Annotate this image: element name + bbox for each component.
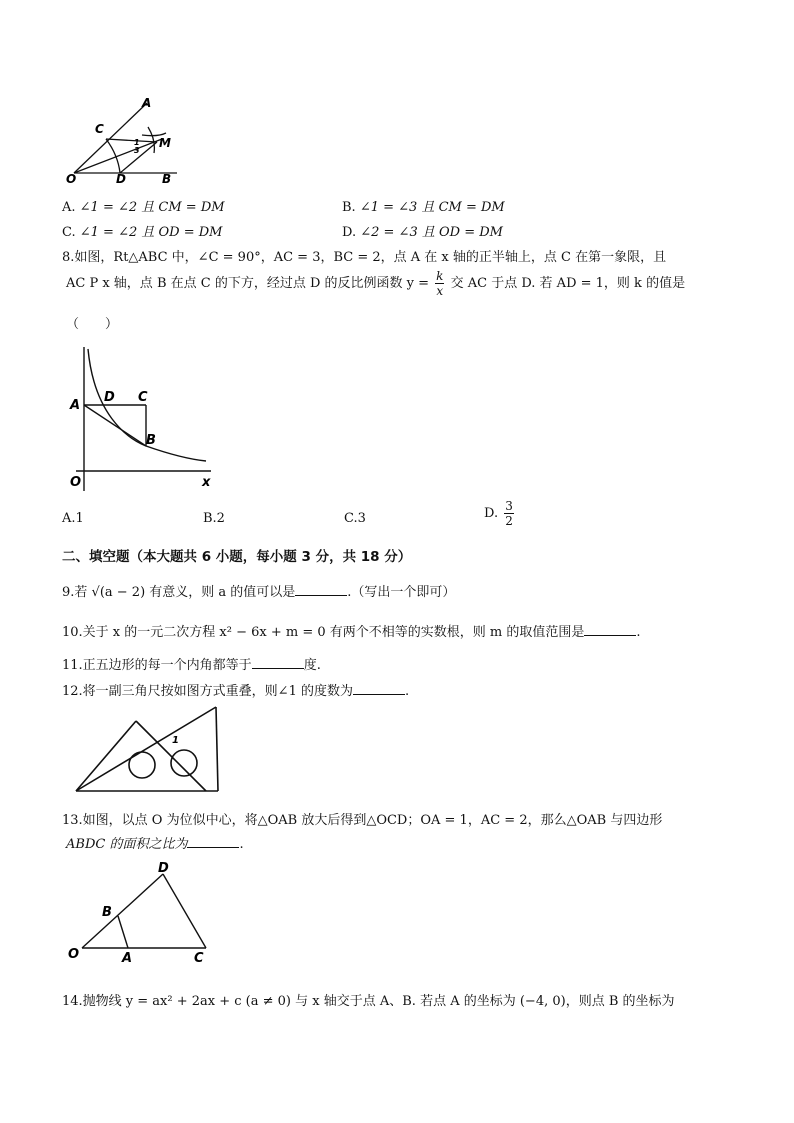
fig13-label-D: D bbox=[158, 861, 169, 876]
fig13-label-C: C bbox=[194, 951, 204, 966]
q7-option-d[interactable]: D. ∠2 = ∠3 且 OD = DM bbox=[342, 225, 503, 240]
q8-option-b[interactable]: B.2 bbox=[203, 511, 225, 526]
fig13-label-A: A bbox=[122, 951, 133, 966]
fig7-label-D: D bbox=[116, 172, 126, 186]
q8-line2-part-a: AC P x 轴，点 B 在点 C 的下方，经过点 D 的反比例函数 y = bbox=[66, 276, 430, 291]
fig7-label-B: B bbox=[162, 172, 172, 186]
q7-option-a[interactable]: A. ∠1 = ∠2 且 CM = DM bbox=[62, 200, 225, 215]
fig8-label-B: B bbox=[146, 433, 156, 448]
fig8-label-x: x bbox=[202, 475, 211, 490]
q9-answer-blank[interactable] bbox=[295, 584, 347, 596]
q14-text: 14.抛物线 y = ax² + 2ax + c (a ≠ 0) 与 x 轴交于点 A、B. 若点 A 的坐标为 (−4, 0)，则点 B 的坐标为 bbox=[62, 994, 675, 1009]
q8-option-d[interactable]: D. $\frac{3}{2}$ bbox=[484, 499, 513, 528]
q13-text-line2: ABDC 的面积之比为 . bbox=[66, 837, 244, 852]
q8-option-c[interactable]: C.3 bbox=[344, 511, 366, 526]
q12-answer-blank[interactable] bbox=[353, 683, 405, 695]
q7-option-c[interactable]: C. ∠1 = ∠2 且 OD = DM bbox=[62, 225, 223, 240]
fig7-label-M: M bbox=[159, 136, 171, 150]
q8-text-line2 bbox=[66, 270, 685, 297]
figure-q13-similar-triangles bbox=[66, 858, 216, 968]
q11-answer-blank[interactable] bbox=[252, 657, 304, 669]
figure-q7-angle-bisector bbox=[62, 95, 192, 185]
figure-q12-set-squares bbox=[70, 705, 230, 795]
fig7-label-O: O bbox=[66, 172, 77, 186]
q7-option-b[interactable]: B. ∠1 = ∠3 且 CM = DM bbox=[342, 200, 505, 215]
fig7-label-A: A bbox=[142, 96, 152, 110]
fig12-label-1: 1 bbox=[172, 735, 179, 746]
fig8-label-C: C bbox=[138, 390, 148, 405]
fig8-label-A: A bbox=[70, 398, 81, 413]
fig7-label-1: 1 bbox=[134, 138, 140, 147]
q10-answer-blank[interactable] bbox=[584, 624, 636, 636]
fig8-label-D: D bbox=[104, 390, 115, 405]
q13-text-line1: 13.如图，以点 O 为位似中心，将△OAB 放大后得到△OCD；OA = 1，AC = 2，那么△OAB 与四边形 bbox=[62, 813, 663, 828]
q12-text: 12.将一副三角尺按如图方式重叠，则∠1 的度数为 . bbox=[62, 684, 410, 699]
q8-option-a[interactable]: A.1 bbox=[62, 511, 84, 526]
fig7-label-3: 3 bbox=[134, 146, 140, 155]
q9-text: 9.若 √(a − 2) 有意义，则 a 的值可以是 .（写出一个即可） bbox=[62, 585, 456, 600]
q8-text-line1: 8.如图，Rt△ABC 中，∠C = 90°，AC = 3，BC = 2，点 A 在 x 轴的正半轴上，点 C 在第一象限，且 bbox=[62, 250, 667, 265]
fig8-label-O: O bbox=[70, 475, 82, 490]
q8-answer-paren: （ ） bbox=[66, 317, 119, 332]
section-fill-in-blank-header: 二、填空题（本大题共 6 小题，每小题 3 分，共 18 分） bbox=[62, 549, 412, 565]
q8-fraction-k-over-x: $\frac{k}{x}$ bbox=[436, 269, 444, 298]
fig13-label-B: B bbox=[102, 905, 112, 920]
q11-text: 11.正五边形的每一个内角都等于 度. bbox=[62, 658, 321, 673]
figure-q8-hyperbola bbox=[66, 343, 216, 493]
q8-line2-part-b: 交 AC 于点 D. 若 AD = 1，则 k 的值是 bbox=[450, 276, 686, 291]
q13-answer-blank[interactable] bbox=[187, 836, 239, 848]
fig13-label-O: O bbox=[68, 947, 80, 962]
q8-option-d-fraction: $\frac{3}{2}$ bbox=[505, 499, 513, 528]
fig7-label-C: C bbox=[95, 122, 104, 136]
q10-text: 10.关于 x 的一元二次方程 x² − 6x + m = 0 有两个不相等的实数根，则 m 的取值范围是 . bbox=[62, 625, 641, 640]
